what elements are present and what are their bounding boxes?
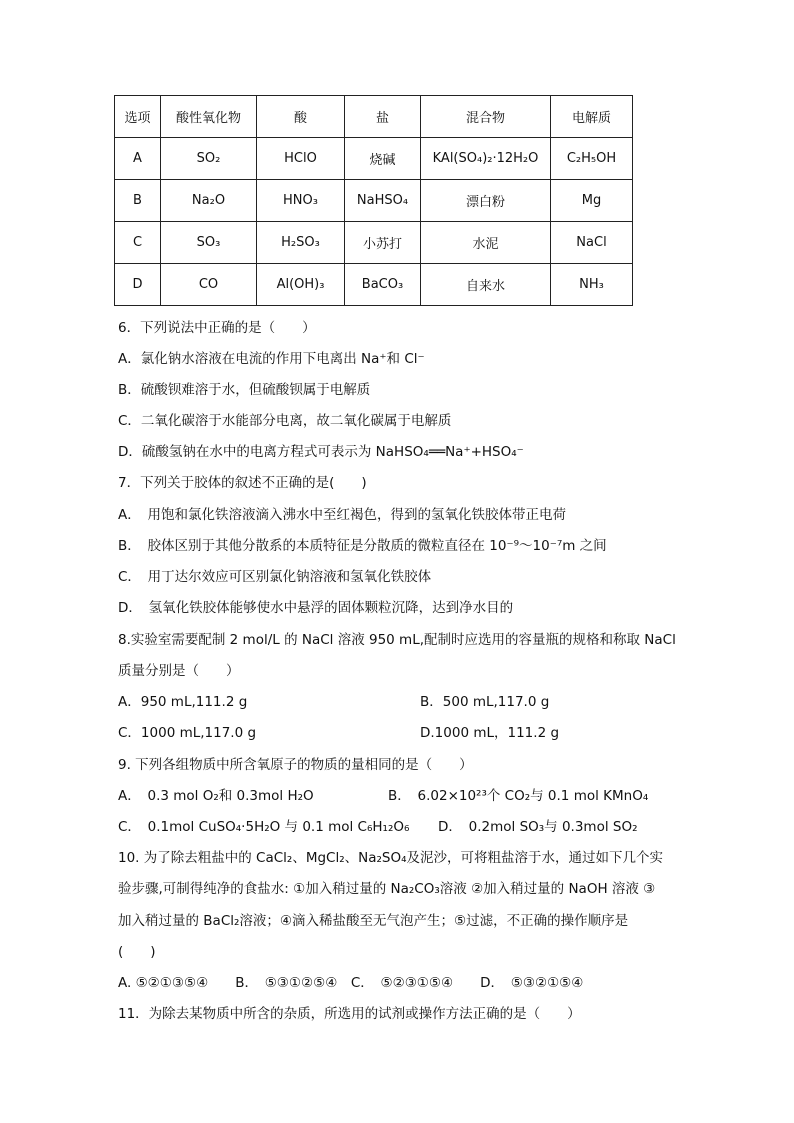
q10-stem-line4: ( ) bbox=[118, 944, 156, 960]
q7-option-d: D． 氢氧化铁胶体能够使水中悬浮的固体颗粒沉降，达到净水目的 bbox=[118, 600, 514, 616]
q8-stem-line1: 8.实验室需要配制 2 mol/L 的 NaCl 溶液 950 mL,配制时应选用的容量瓶的规格和称取 NaCl bbox=[118, 632, 676, 648]
table-cell: Al(OH)₃ bbox=[257, 264, 345, 306]
q11-stem: 11．为除去某物质中所含的杂质，所选用的试剂或操作方法正确的是（ ） bbox=[118, 1006, 581, 1022]
q6-option-a: A．氯化钠水溶液在电流的作用下电离出 Na⁺和 Cl⁻ bbox=[118, 351, 425, 367]
table-cell: A bbox=[115, 138, 161, 180]
q9-stem: 9. 下列各组物质中所含氧原子的物质的量相同的是（ ） bbox=[118, 757, 473, 773]
table-cell: SO₂ bbox=[161, 138, 257, 180]
q10-stem-line2: 验步骤,可制得纯净的食盐水: ①加入稍过量的 Na₂CO₃溶液 ②加入稍过量的 NaOH 溶液 ③ bbox=[118, 881, 656, 897]
q9-option-b: B． 6.02×10²³个 CO₂与 0.1 mol KMnO₄ bbox=[388, 788, 649, 804]
table-cell: C bbox=[115, 222, 161, 264]
table-cell: SO₃ bbox=[161, 222, 257, 264]
table-header: 混合物 bbox=[421, 96, 551, 138]
q6-option-d: D．硫酸氢钠在水中的电离方程式可表示为 NaHSO₄══Na⁺+HSO₄⁻ bbox=[118, 444, 524, 460]
q9-option-d: D． 0.2mol SO₃与 0.3mol SO₂ bbox=[438, 819, 638, 835]
table-row bbox=[115, 222, 633, 264]
table-cell: NH₃ bbox=[551, 264, 633, 306]
table-row bbox=[115, 264, 633, 306]
table-cell: C₂H₅OH bbox=[551, 138, 633, 180]
table-cell: B bbox=[115, 180, 161, 222]
table-cell: H₂SO₃ bbox=[257, 222, 345, 264]
table-cell: NaHSO₄ bbox=[345, 180, 421, 222]
table-header: 选项 bbox=[115, 96, 161, 138]
table-header: 酸 bbox=[257, 96, 345, 138]
q7-option-a: A． 用饱和氯化铁溶液滴入沸水中至红褐色，得到的氢氧化铁胶体带正电荷 bbox=[118, 507, 566, 523]
table-cell: 烧碱 bbox=[345, 138, 421, 180]
table-header-row bbox=[115, 96, 633, 138]
q8-option-b: B．500 mL,117.0 g bbox=[420, 694, 550, 710]
table-cell: 小苏打 bbox=[345, 222, 421, 264]
q8-stem-line2: 质量分别是（ ） bbox=[118, 663, 240, 679]
table-cell: 自来水 bbox=[421, 264, 551, 306]
table-cell: 漂白粉 bbox=[421, 180, 551, 222]
q10-stem-line1: 10. 为了除去粗盐中的 CaCl₂、MgCl₂、Na₂SO₄及泥沙，可将粗盐溶于水，通过如下几个实 bbox=[118, 850, 664, 866]
table-cell: KAl(SO₄)₂·12H₂O bbox=[421, 138, 551, 180]
q8-option-d: D.1000 mL，111.2 g bbox=[420, 725, 560, 741]
q8-option-a: A．950 mL,111.2 g bbox=[118, 694, 248, 710]
table-header: 电解质 bbox=[551, 96, 633, 138]
q7-option-c: C． 用丁达尔效应可区别氯化钠溶液和氢氧化铁胶体 bbox=[118, 569, 432, 585]
table-cell: 水泥 bbox=[421, 222, 551, 264]
table-header: 盐 bbox=[345, 96, 421, 138]
table-cell: HClO bbox=[257, 138, 345, 180]
q9-option-a: A． 0.3 mol O₂和 0.3mol H₂O bbox=[118, 788, 314, 804]
q6-option-c: C．二氧化碳溶于水能部分电离，故二氧化碳属于电解质 bbox=[118, 413, 452, 429]
q9-option-c: C． 0.1mol CuSO₄·5H₂O 与 0.1 mol C₆H₁₂O₆ bbox=[118, 819, 410, 835]
table-cell: NaCl bbox=[551, 222, 633, 264]
table-cell: BaCO₃ bbox=[345, 264, 421, 306]
q6-option-b: B．硫酸钡难溶于水，但硫酸钡属于电解质 bbox=[118, 382, 371, 398]
q6-stem: 6．下列说法中正确的是（ ） bbox=[118, 320, 316, 336]
table-row bbox=[115, 138, 633, 180]
table-header: 酸性氧化物 bbox=[161, 96, 257, 138]
table-cell: D bbox=[115, 264, 161, 306]
q10-stem-line3: 加入稍过量的 BaCl₂溶液；④滴入稀盐酸至无气泡产生；⑤过滤，不正确的操作顺序是 bbox=[118, 913, 629, 929]
classification-table bbox=[114, 95, 633, 306]
q8-option-c: C．1000 mL,117.0 g bbox=[118, 725, 257, 741]
q7-stem: 7．下列关于胶体的叙述不正确的是( ) bbox=[118, 475, 367, 491]
table-cell: Na₂O bbox=[161, 180, 257, 222]
table-cell: Mg bbox=[551, 180, 633, 222]
table-row bbox=[115, 180, 633, 222]
table-cell: HNO₃ bbox=[257, 180, 345, 222]
q7-option-b: B． 胶体区别于其他分散系的本质特征是分散质的微粒直径在 10⁻⁹～10⁻⁷m 之间 bbox=[118, 538, 607, 554]
table-cell: CO bbox=[161, 264, 257, 306]
q10-options: A. ⑤②①③⑤④ B． ⑤③①②⑤④ C． ⑤②③①⑤④ D． ⑤③②①⑤④ bbox=[118, 975, 584, 991]
